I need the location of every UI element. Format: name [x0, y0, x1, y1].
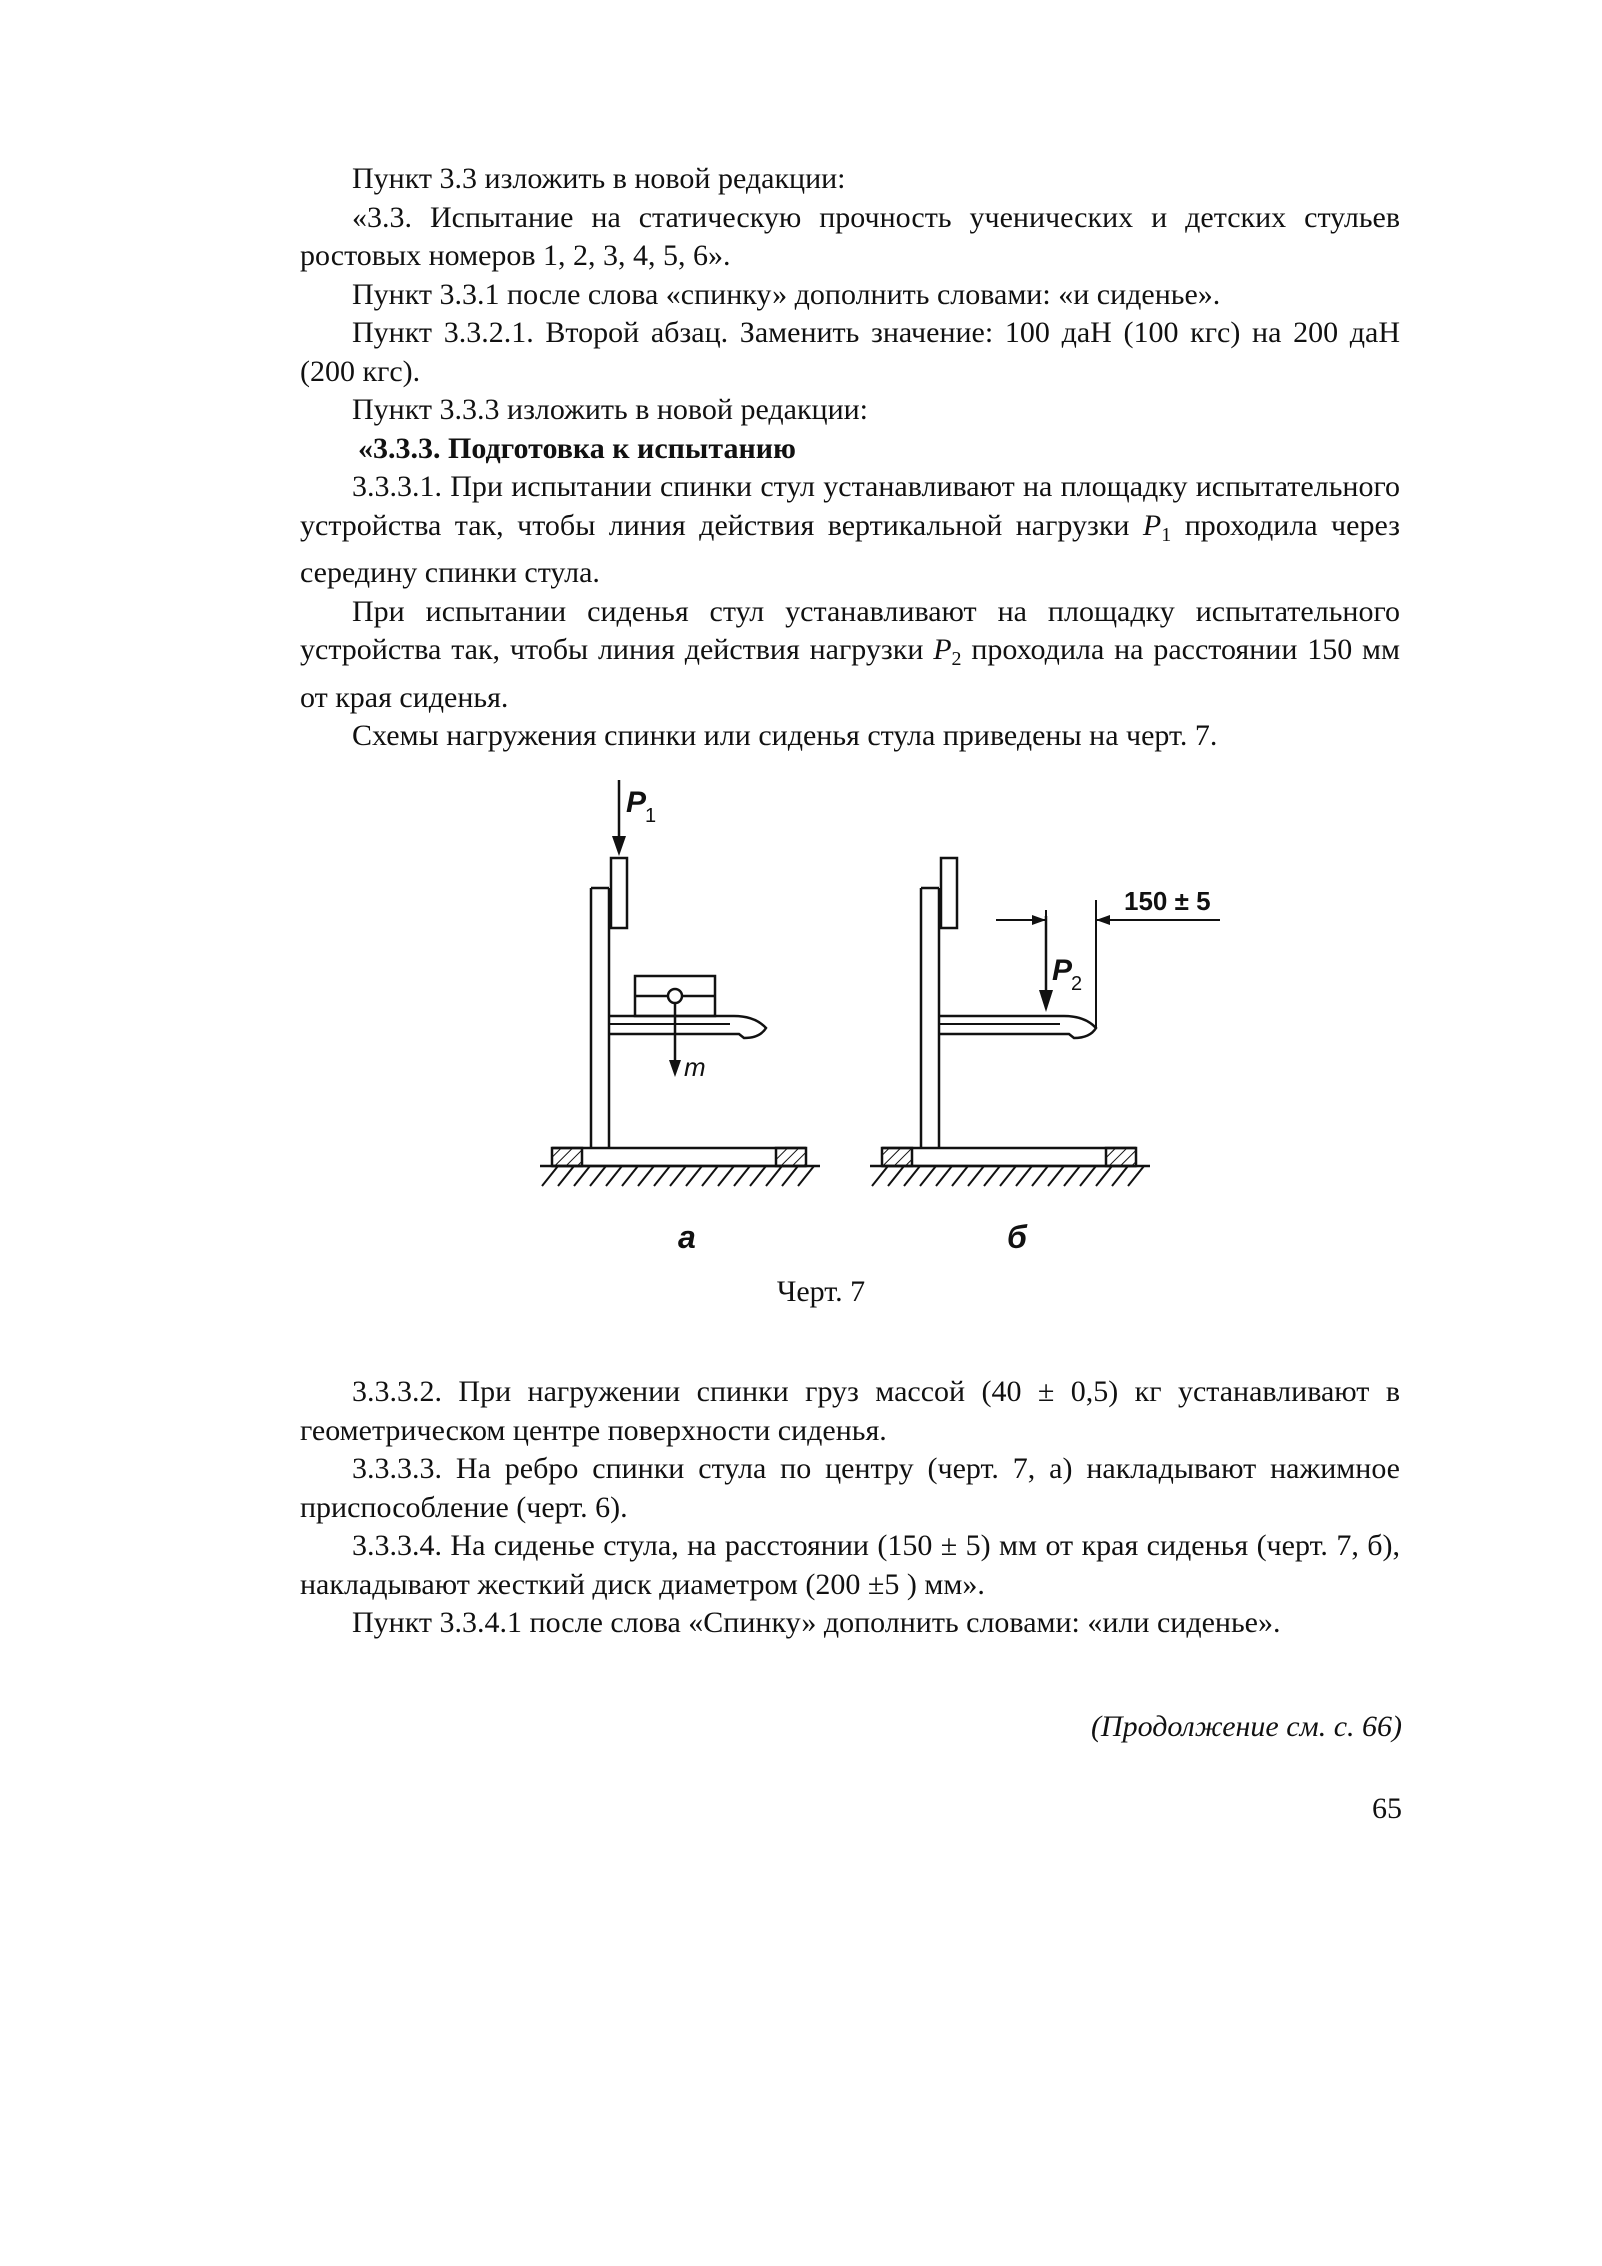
paragraph: 3.3.3.3. На ребро спинки стула по центру (черт. 7, а) накладывают нажимное приспособление (черт. 6). [300, 1452, 1400, 1524]
arrowhead-icon [669, 1060, 681, 1077]
scheme-a [540, 780, 820, 1166]
paragraph: 3.3.3.2. При нагружении спинки груз массой (40 ± 0,5) кг устанавливают в геометрическом центре поверхности сиденья. [300, 1375, 1400, 1447]
paragraph [300, 468, 1400, 593]
figure-7 [520, 770, 1211, 1270]
scheme-b-labels [1007, 886, 1211, 1255]
text-section-1 [300, 160, 1400, 756]
paragraph-text: проходила через середину спинки стула. [300, 508, 1400, 589]
support-block [1106, 1148, 1136, 1166]
scheme-label-b: б [1007, 1219, 1027, 1255]
load-label-p2: P [1052, 954, 1073, 987]
support-block [552, 1148, 582, 1166]
arrowhead-icon [1039, 990, 1053, 1012]
arrowhead-icon [612, 836, 626, 856]
support-block [882, 1148, 912, 1166]
page-number: 65 [1372, 1792, 1402, 1825]
load-label-p1-sub: 1 [645, 805, 657, 827]
paragraph: Пункт 3.3 изложить в новой редакции: [352, 162, 846, 195]
continuation-note: (Продолжение см. с. 66) [1090, 1710, 1402, 1743]
seat [609, 1016, 766, 1038]
load-label-p1: P [626, 786, 647, 819]
load-label-p2-sub: 2 [1071, 973, 1083, 995]
support-block [776, 1148, 806, 1166]
backrest-pad [611, 858, 627, 928]
paragraph-text: проходила на расстоянии 150 мм от края сиденья. [300, 633, 1401, 714]
ground-hatch-a [542, 1166, 814, 1186]
paragraph: Пункт 3.3.2.1. Второй абзац. Заменить значение: 100 даН (100 кгс) на 200 даН (200 кгс). [300, 316, 1400, 388]
mass-label: m [684, 1052, 706, 1082]
paragraph: «3.3. Испытание на статическую прочность ученических и детских стульев ростовых номеров 1, 2, 3, 4, 5, 6». [300, 200, 1400, 272]
scheme-label-a: а [678, 1219, 696, 1255]
center-of-mass-icon [668, 989, 682, 1003]
chair-loading-diagram [520, 770, 1211, 1270]
paragraph [300, 593, 1400, 718]
paragraph: Пункт 3.3.1 после слова «спинку» дополнить словами: «и сиденье». [352, 277, 1221, 311]
paragraph-text: 3.3.3.1. При испытании спинки стул устанавливают на площадку испытательного устройства так, чтобы линия действия вертикальной нагрузки [300, 470, 1400, 542]
paragraph-text: При испытании сиденья стул устанавливают на площадку испытательного устройства так, чтобы линия действия нагрузки [300, 594, 1400, 666]
load-symbol: P [933, 633, 952, 666]
backrest-pad [941, 858, 957, 928]
load-subscript: 2 [951, 648, 962, 670]
seat [939, 1016, 1096, 1038]
paragraph: Схемы нагружения спинки или сиденья стула приведены на черт. 7. [352, 719, 1218, 752]
dimension-label: 150 ± 5 [1124, 886, 1211, 916]
paragraph: Пункт 3.3.3 изложить в новой редакции: [352, 393, 869, 426]
figure-caption: Черт. 7 [776, 1275, 866, 1308]
load-subscript: 1 [1161, 523, 1172, 546]
ground-hatch-b [872, 1166, 1144, 1186]
paragraph: Пункт 3.3.4.1 после слова «Спинку» дополнить словами: «или сиденье». [352, 1606, 1281, 1639]
section-heading: «3.3.3. Подготовка к испытанию [358, 431, 796, 465]
paragraph: 3.3.3.4. На сиденье стула, на расстоянии (150 ± 5) мм от края сиденья (черт. 7, б), накладывают жесткий диск диаметром (200 ±5 ) мм». [300, 1529, 1400, 1601]
load-symbol: P [1142, 508, 1162, 542]
text-section-2 [300, 1373, 1400, 1643]
